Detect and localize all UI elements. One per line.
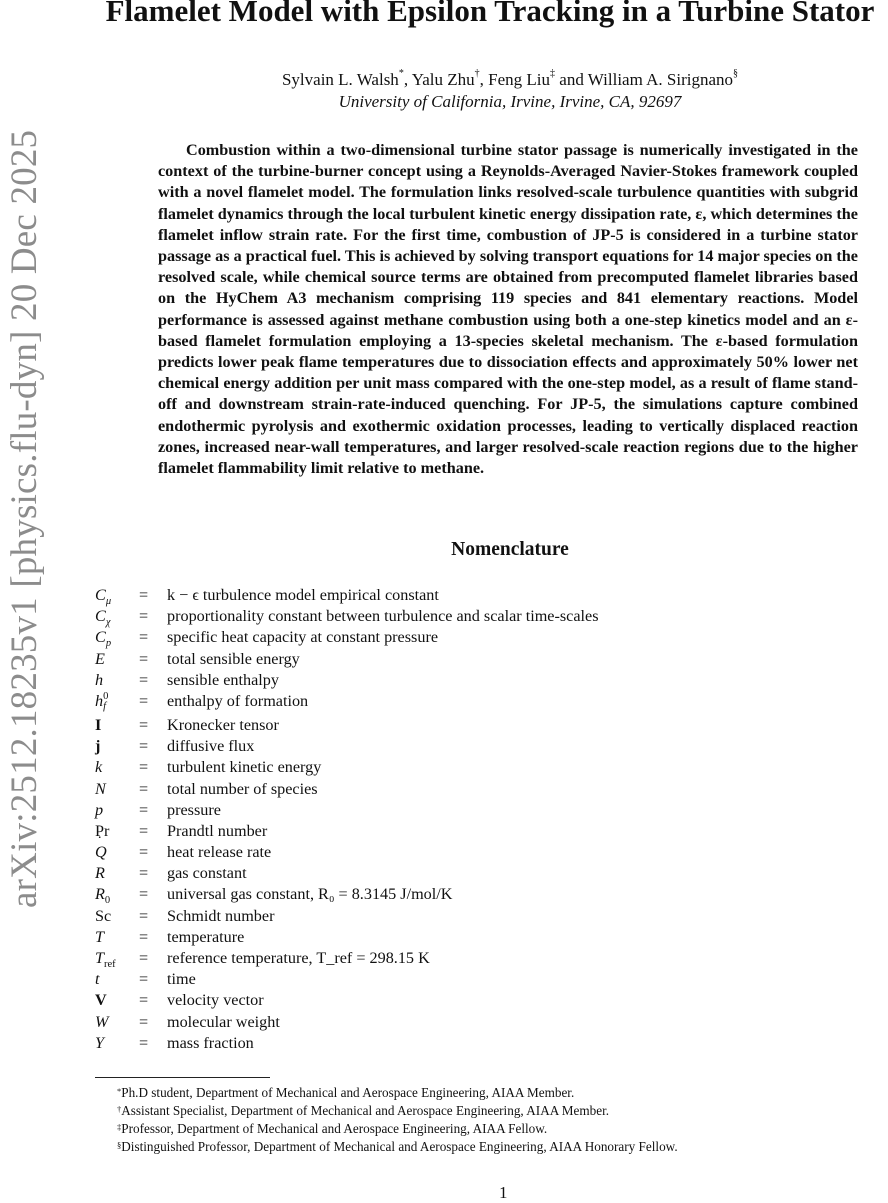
nomenclature-row [95, 692, 855, 716]
nomenclature-row [95, 928, 855, 949]
symbol-base: T [95, 949, 105, 967]
nomenclature-row [95, 843, 855, 864]
nomenclature-row [95, 1034, 855, 1055]
nomenclature-description: mass fraction [167, 1033, 254, 1052]
symbol-base: R [95, 864, 105, 883]
author-affiliation: University of California, Irvine, Irvine, CA, 92697 [338, 92, 682, 111]
symbol-subscript: χ [105, 617, 111, 629]
symbol-subscript: p [105, 638, 112, 650]
nomenclature-row [95, 801, 855, 822]
nomenclature-symbol [95, 991, 107, 1010]
nomenclature-row [95, 991, 855, 1012]
nomenclature-symbol [95, 671, 103, 690]
nomenclature-equals: = [139, 628, 149, 647]
nomenclature-equals: = [139, 864, 149, 883]
nomenclature-row [95, 864, 855, 885]
author-name: Sylvain L. Walsh [281, 70, 399, 89]
paper-title: Flamelet Model with Epsilon Tracking in a Turbine Stator [105, 0, 875, 28]
symbol-subscript: f [103, 701, 107, 713]
author-name: William A. Sirignano [587, 70, 734, 89]
author-name: Yalu Zhu [411, 70, 475, 89]
nomenclature-description: universal gas constant, R₀ = 8.3145 J/mol/K [167, 885, 453, 904]
symbol-base: T [95, 927, 105, 946]
footnote-mark: § [117, 1140, 122, 1150]
nomenclature-equals: = [139, 670, 149, 689]
nomenclature-symbol [95, 780, 106, 799]
nomenclature-equals: = [139, 970, 149, 989]
footnote [117, 1102, 678, 1120]
symbol-base: V [95, 991, 107, 1010]
nomenclature-symbol [95, 801, 103, 820]
author-footnote-mark: ‡ [550, 68, 556, 79]
nomenclature-description: total number of species [167, 779, 318, 798]
footnote-text: Assistant Specialist, Department of Mechanical and Aerospace Engineering, AIAA Member. [121, 1103, 610, 1118]
nomenclature-symbol [95, 1034, 104, 1053]
nomenclature-row [95, 586, 855, 607]
nomenclature-symbol [95, 1013, 108, 1032]
nomenclature-symbol [95, 716, 101, 735]
symbol-base: N [95, 779, 106, 798]
nomenclature-row [95, 737, 855, 758]
footnote-text: Ph.D student, Department of Mechanical and Aerospace Engineering, AIAA Member. [121, 1085, 575, 1100]
nomenclature-heading: Nomenclature [451, 539, 569, 560]
nomenclature-equals: = [139, 885, 149, 904]
nomenclature-equals: = [139, 737, 149, 756]
author-footnote-mark: † [474, 68, 480, 79]
nomenclature-description: Kronecker tensor [167, 715, 279, 734]
symbol-base: Y [95, 1033, 105, 1052]
nomenclature-equals: = [139, 906, 149, 925]
nomenclature-list [95, 586, 855, 1055]
nomenclature-row [95, 758, 855, 779]
footnote-text: Professor, Department of Mechanical and Aerospace Engineering, AIAA Fellow. [121, 1121, 548, 1136]
symbol-base: j [95, 737, 101, 756]
nomenclature-symbol [95, 843, 107, 862]
symbol-base: C [95, 586, 106, 604]
nomenclature-row [95, 970, 855, 991]
nomenclature-equals: = [139, 758, 149, 777]
author-footnote-mark: * [398, 68, 404, 79]
symbol-base: h [95, 691, 104, 710]
footnote [117, 1084, 678, 1102]
symbol-base: Pr [95, 821, 110, 840]
symbol-base: t [95, 970, 100, 989]
author-name: Feng Liu [488, 70, 551, 89]
nomenclature-row [95, 671, 855, 692]
nomenclature-equals: = [139, 1012, 149, 1031]
nomenclature-description: proportionality constant between turbulence and scalar time-scales [167, 607, 599, 626]
nomenclature-description: k − ϵ turbulence model empirical constant [167, 586, 439, 604]
symbol-base: C [95, 628, 106, 647]
symbol-base: W [95, 1012, 109, 1031]
nomenclature-row [95, 885, 855, 906]
nomenclature-symbol [95, 607, 110, 628]
nomenclature-equals: = [139, 927, 149, 946]
author-footnote-mark: § [733, 68, 739, 79]
symbol-subscript: μ [105, 596, 112, 608]
footnote-text: Distinguished Professor, Department of Mechanical and Aerospace Engineering, AIAA Honorary Fellow. [121, 1139, 678, 1154]
nomenclature-symbol [95, 864, 105, 883]
symbol-base: ˙ Q [95, 843, 107, 862]
nomenclature-equals: = [139, 991, 149, 1010]
nomenclature-equals: = [139, 586, 149, 604]
nomenclature-symbol [95, 586, 111, 607]
symbol-subscript: ref [104, 959, 116, 971]
nomenclature-description: Prandtl number [167, 821, 268, 840]
nomenclature-symbol [95, 737, 100, 756]
nomenclature-row [95, 716, 855, 737]
nomenclature-description: enthalpy of formation [167, 691, 309, 710]
nomenclature-equals: = [139, 821, 149, 840]
nomenclature-symbol [95, 907, 111, 926]
nomenclature-equals: = [139, 843, 149, 862]
footnote-mark: † [117, 1104, 122, 1114]
nomenclature-symbol [95, 928, 104, 947]
author-list: Sylvain L. Walsh*, Yalu Zhu†, Feng Liu‡ and William A. Sirignano§ [281, 68, 739, 89]
nomenclature-equals: = [139, 800, 149, 819]
nomenclature-equals: = [139, 1033, 149, 1052]
nomenclature-row [95, 907, 855, 928]
nomenclature-row [95, 628, 855, 649]
nomenclature-description: gas constant [167, 864, 247, 883]
arxiv-identifier-stamp: arXiv:2512.18235v1 [physics.flu-dyn] 20 Dec 2025 [4, 129, 45, 908]
nomenclature-equals: = [139, 949, 149, 967]
symbol-subscript: 0 [104, 895, 111, 907]
nomenclature-description: pressure [167, 800, 221, 819]
symbol-base: E [95, 649, 105, 668]
footnote [117, 1120, 678, 1138]
page-number: 1 [499, 1183, 508, 1202]
nomenclature-row [95, 607, 855, 628]
nomenclature-symbol [95, 885, 110, 906]
nomenclature-symbol [95, 949, 116, 970]
nomenclature-description: heat release rate [167, 843, 272, 862]
nomenclature-symbol [95, 692, 108, 712]
nomenclature-description: time [167, 970, 196, 989]
nomenclature-symbol [95, 970, 100, 989]
nomenclature-description: molecular weight [167, 1012, 280, 1031]
nomenclature-description: temperature [167, 927, 245, 946]
nomenclature-symbol [95, 758, 102, 777]
symbol-indices [103, 692, 108, 712]
nomenclature-description: Schmidt number [167, 906, 275, 925]
symbol-base: Sc [95, 906, 112, 925]
nomenclature-equals: = [139, 607, 149, 626]
nomenclature-symbol [95, 628, 111, 649]
symbol-base: h [95, 670, 104, 689]
symbol-base: p [95, 800, 104, 819]
nomenclature-row [95, 650, 855, 671]
nomenclature-description: velocity vector [167, 991, 264, 1010]
nomenclature-equals: = [139, 779, 149, 798]
symbol-base: C [95, 607, 106, 626]
nomenclature-row [95, 780, 855, 801]
symbol-superscript: 0 [103, 691, 109, 703]
nomenclature-description: diffusive flux [167, 737, 255, 756]
nomenclature-description: sensible enthalpy [167, 670, 279, 689]
nomenclature-row [95, 822, 855, 843]
nomenclature-equals: = [139, 715, 149, 734]
nomenclature-row [95, 1013, 855, 1034]
symbol-base: I [95, 715, 102, 734]
symbol-base: k [95, 758, 103, 777]
nomenclature-equals: = [139, 691, 149, 710]
footnote [117, 1138, 678, 1156]
nomenclature-description: reference temperature, T_ref = 298.15 K [167, 949, 430, 967]
nomenclature-equals: = [139, 649, 149, 668]
nomenclature-description: turbulent kinetic energy [167, 758, 322, 777]
footnotes [117, 1084, 678, 1156]
footnote-divider [95, 1077, 270, 1078]
nomenclature-row [95, 949, 855, 970]
footnote-mark: * [117, 1086, 122, 1096]
nomenclature-description: total sensible energy [167, 649, 300, 668]
footnote-mark: ‡ [117, 1122, 122, 1132]
nomenclature-description: specific heat capacity at constant pressure [167, 628, 439, 647]
symbol-base: R [95, 885, 105, 904]
nomenclature-symbol [95, 650, 105, 669]
abstract: Combustion within a two-dimensional turbine stator passage is numerically investigated in the context of the turbine-burner concept using a Reynolds-Averaged Navier-Stokes framework coupled with a novel flamelet model. The formulation links resolved-scale turbulence quantities with subgrid flamelet dynamics through the local turbulent kinetic energy dissipation rate, ε, which determines the flamelet inflow strain rate. For the first time, combustion of JP-5 is considered in a turbine stator passage as a practical fuel. This is achieved by solving transport equations for 14 major species on the resolved scale, while chemical source terms are obtained from precomputed flamelet libraries based on the HyChem A3 mechanism comprising 119 species and 841 elementary reactions. Model performance is assessed against methane combustion using both a one-step kinetics model and an ε-based flamelet formulation employing a 13-species skeletal mechanism. The ε-based formulation predicts lower peak flame temperatures due to dissociation effects and approximately 50% lower net chemical energy addition per unit mass compared with the one-step model, as a result of flame stand-off and downstream strain-rate-induced quenching. For JP-5, the simulations capture combined endothermic pyrolysis and exothermic oxidation processes, leading to vertically displaced reaction zones, increased near-wall temperatures, and larger resolved-scale reaction regions due to the higher flamelet flammability limit relative to methane. [158, 141, 858, 478]
